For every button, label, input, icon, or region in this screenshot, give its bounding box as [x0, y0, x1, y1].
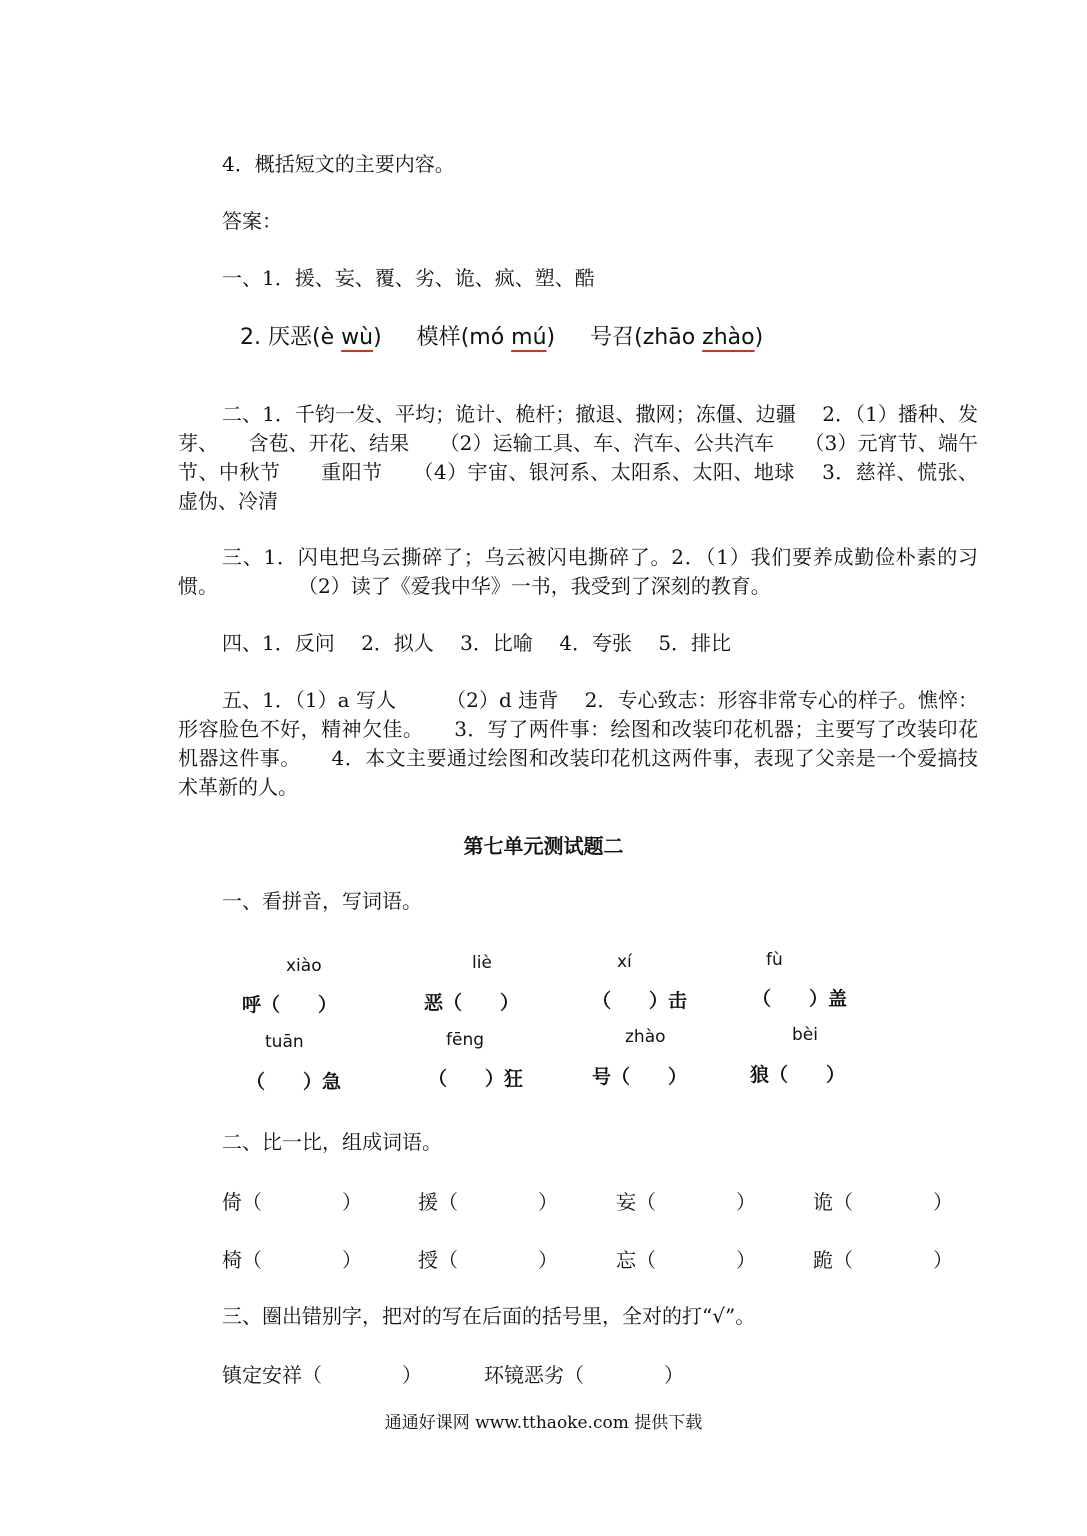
pinyin-label: tuān [265, 1032, 304, 1052]
pinyin-label: fēng [446, 1030, 485, 1050]
answer-label: 答案： [222, 209, 282, 233]
pinyin-label: zhào [625, 1027, 666, 1047]
answer-section-5: 五、1．（1）a 写人 （2）d 违背 2．专心致志：形容非常专心的样子。憔悴：形容脸色不好，精神欠佳。 3．写了两件事：绘图和改装印花机器；主要写了改装印花机器这件事。 4．本文主要通过绘图和改装印花机这两件事，表现了父亲是一个爱搞技术革新的人。 [178, 688, 978, 799]
pinyin-blank: （ ）击 [592, 990, 688, 1012]
pinyin-label: fù [766, 950, 783, 970]
pinyin-group-1: 厌恶(è wù) [268, 325, 382, 350]
pinyin-blank: 呼（ ） [242, 994, 338, 1016]
pinyin-label: liè [472, 953, 492, 973]
compare-item: 妄（ ） [616, 1190, 756, 1214]
section-2-heading: 二、比一比，组成词语。 [222, 1130, 442, 1154]
pinyin-group-3: 号召(zhāo zhào) [590, 325, 764, 350]
pinyin-group-2: 模样(mó mú) [416, 325, 556, 350]
test-title: 第七单元测试题二 [463, 834, 624, 858]
compare-item: 忘（ ） [616, 1248, 756, 1272]
pinyin-blank: 号（ ） [592, 1066, 688, 1088]
compare-item: 跪（ ） [813, 1248, 953, 1272]
pinyin-blank: （ ）急 [246, 1071, 342, 1093]
pinyin-blank: 狼（ ） [750, 1064, 846, 1086]
pinyin-blank: （ ）狂 [428, 1068, 524, 1090]
correction-item: 镇定安祥（ ） [222, 1363, 422, 1387]
page-footer: 通通好课网 www.tthaoke.com 提供下载 [384, 1413, 703, 1433]
answer-section-3: 三、1．闪电把乌云撕碎了；乌云被闪电撕碎了。2．（1）我们要养成勤俭朴素的习惯。 （2）读了《爱我中华》一书，我受到了深刻的教育。 [178, 545, 978, 598]
pinyin-label: xí [617, 952, 632, 972]
answer-section-2: 二、1．千钧一发、平均；诡计、桅杆；撤退、撒网；冻僵、边疆 2．（1）播种、发芽、 含苞、开花、结果 （2）运输工具、车、汽车、公共汽车 （3）元宵节、端午节、中秋节 重阳节 （4）宇宙、银河系、太阳系、太阳、地球 3．慈祥、慌张、虚伪、冷清 [178, 402, 978, 513]
pinyin-label: bèi [792, 1025, 818, 1045]
compare-item: 倚（ ） [222, 1190, 362, 1214]
compare-item: 诡（ ） [813, 1190, 953, 1214]
answer-section-4: 四、1．反问 2．拟人 3．比喻 4．夸张 5．排比 [222, 631, 732, 655]
answer-section-1: 一、1．援、妄、覆、劣、诡、疯、塑、酷 [222, 266, 595, 290]
question-4: 4．概括短文的主要内容。 [222, 152, 455, 176]
section-1-heading: 一、看拼音，写词语。 [222, 889, 422, 913]
compare-item: 授（ ） [418, 1248, 558, 1272]
compare-item: 援（ ） [418, 1190, 558, 1214]
correction-item: 环镜恶劣（ ） [484, 1363, 684, 1387]
answer-1-2-pinyin-row [240, 320, 791, 351]
pinyin-label: xiào [286, 956, 322, 976]
pinyin-blank: 恶（ ） [424, 992, 520, 1014]
answer-1-2-number: 2. [240, 325, 261, 350]
section-3-heading: 三、圈出错别字，把对的写在后面的括号里，全对的打“√”。 [222, 1304, 756, 1328]
pinyin-blank: （ ）盖 [752, 988, 848, 1010]
compare-item: 椅（ ） [222, 1248, 362, 1272]
